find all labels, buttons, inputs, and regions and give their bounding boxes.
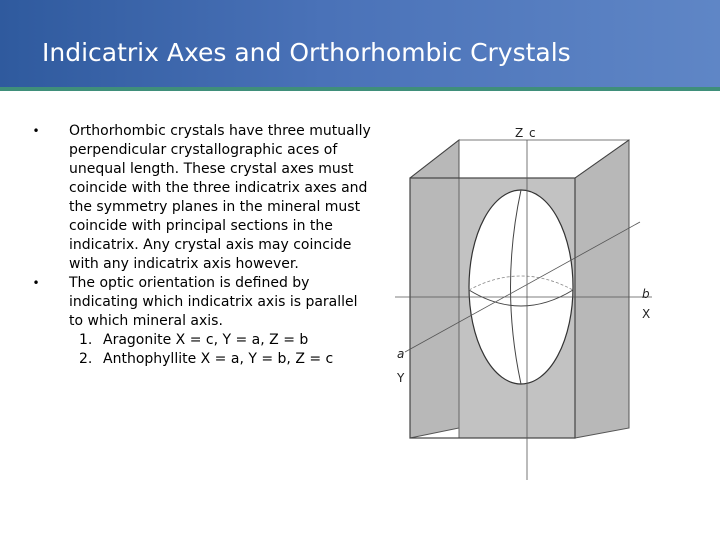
indicatrix-prism-diagram	[393, 120, 683, 490]
bullet-item-2	[30, 274, 375, 331]
prism-left-face	[410, 140, 459, 438]
bullet-text-2: The optic orientation is defined by indicating which indicatrix axis is parallel to which mineral axis.	[69, 275, 358, 329]
slide-body	[30, 122, 375, 369]
example-text-1: Aragonite X = c, Y = a, Z = b	[103, 332, 309, 348]
label-a: a	[397, 347, 405, 361]
slide-title: Indicatrix Axes and Orthorhombic Crystals	[42, 38, 571, 67]
example-item-2	[30, 350, 375, 369]
title-divider	[0, 87, 720, 91]
bullet-icon: •	[32, 276, 40, 290]
example-item-1	[30, 331, 375, 350]
example-text-2: Anthophyllite X = a, Y = b, Z = c	[103, 351, 334, 367]
label-z: Z	[515, 126, 524, 140]
example-number-2: 2.	[79, 351, 93, 367]
bullet-icon: •	[32, 124, 40, 138]
example-number-1: 1.	[79, 332, 93, 348]
indicatrix-ellipsoid	[469, 190, 573, 384]
bullet-item-1	[30, 122, 375, 274]
label-b: b	[642, 287, 650, 301]
examples-list	[30, 331, 375, 369]
prism-right-face	[575, 140, 629, 438]
label-y: Y	[397, 371, 405, 385]
label-c: c	[529, 126, 536, 140]
bullet-text-1: Orthorhombic crystals have three mutually perpendicular crystallographic aces of unequal length. These crystal axes must coincide with the three indicatrix axes and the symmetry planes in the mineral must coincide with principal sections in the indicatrix. Any crystal axis may coincide with any indicatrix axis however.	[69, 123, 371, 272]
label-x: X	[642, 307, 651, 321]
